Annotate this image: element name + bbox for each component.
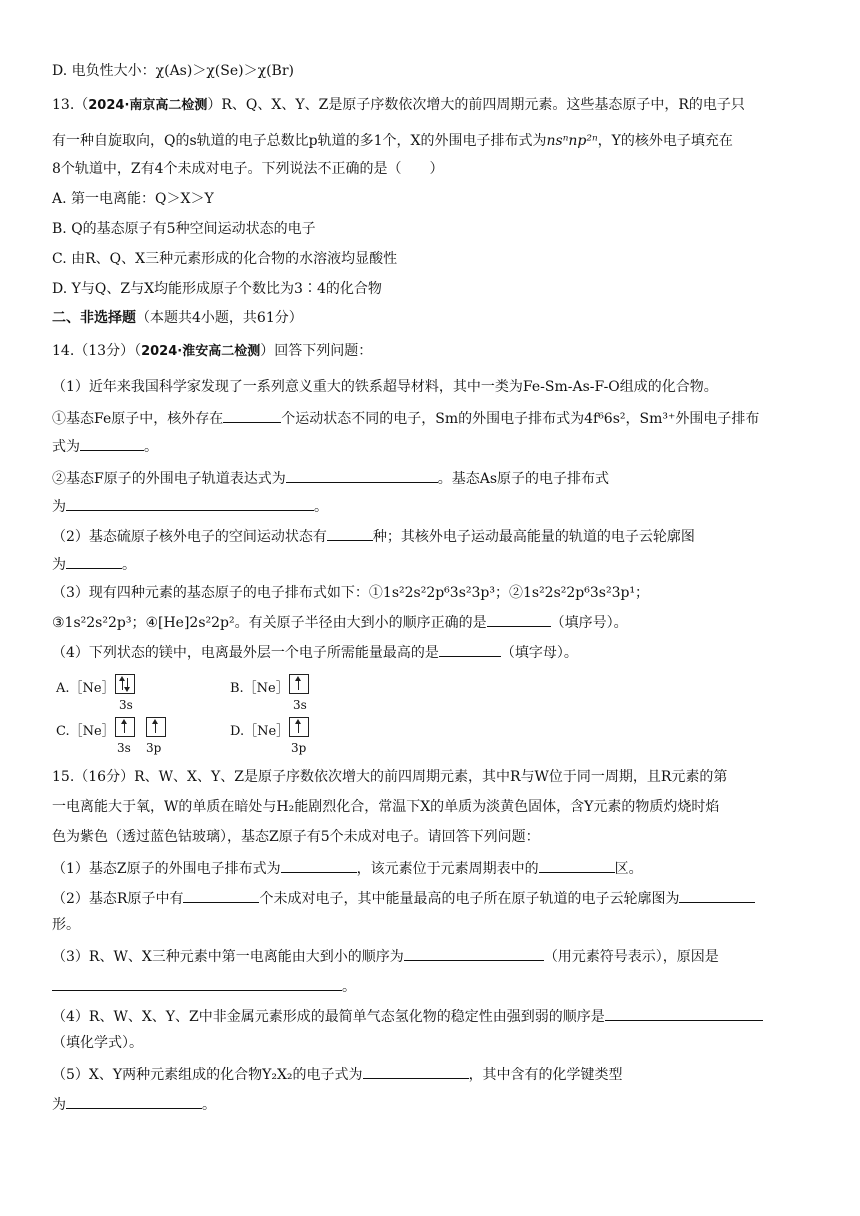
q13-stem1: ）R、Q、X、Y、Z是原子序数依次增大的前四周期元素。这些基态原子中，R的电子只 xyxy=(207,97,745,113)
q14-p2d: 。 xyxy=(122,557,136,573)
orbital-box-3p xyxy=(146,717,166,737)
q14-part1-1-cont xyxy=(52,436,158,456)
q14-p1-2c: 为 xyxy=(52,499,66,515)
option-c-label: C.［Ne］ xyxy=(56,724,115,739)
orbital-box-3s xyxy=(115,674,135,694)
option-b-label: B.［Ne］ xyxy=(230,681,289,696)
q13-option-b: B. Q的基态原子有5种空间运动状态的电子 xyxy=(52,221,316,237)
section-note: （本题共4小题，共61分） xyxy=(136,310,303,326)
q14-heading xyxy=(52,342,372,361)
q14-p1-1b: 个运动状态不同的电子，Sm的外围电子排布式为4f⁶6s²，Sm³⁺外围电子排布 xyxy=(281,411,760,427)
q13-option-d: D. Y与Q、Z与X均能形成原子个数比为3∶4的化合物 xyxy=(52,281,382,297)
q15-stem-line3: 色为紫色（透过蓝色钴玻璃），基态Z原子有5个未成对电子。请回答下列问题： xyxy=(52,829,540,845)
q14-source: 2024·淮安高二检测 xyxy=(141,344,261,359)
subshell-label: 3p xyxy=(146,741,162,755)
q14-part1-intro: （1）近年来我国科学家发现了一系列意义重大的铁系超导材料，其中一类为Fe-Sm-As-F-O组成的化合物。 xyxy=(52,379,718,395)
answer-blank[interactable] xyxy=(281,858,357,873)
answer-blank[interactable] xyxy=(327,526,373,541)
section-heading xyxy=(52,309,303,327)
q15-p3a: （3）R、W、X三种元素中第一电离能由大到小的顺序为 xyxy=(52,949,404,965)
spin-up-arrow-icon xyxy=(124,721,125,733)
q15-stem-line1: 15.（16分）R、W、X、Y、Z是原子序数依次增大的前四周期元素，其中R与W位于同一周期，且R元素的第 xyxy=(52,769,728,785)
q15-p5d: 。 xyxy=(202,1097,216,1113)
q13-option-c: C. 由R、Q、X三种元素形成的化合物的水溶液均显酸性 xyxy=(52,251,398,267)
q15-p2a: （2）基态R原子中有 xyxy=(52,891,184,907)
q13-option-a: A. 第一电离能：Q＞X＞Y xyxy=(52,191,214,207)
q13-stem2b: ，Y的核外电子填充在 xyxy=(597,133,733,149)
q14-p4b: （填字母）。 xyxy=(500,645,578,661)
spin-up-arrow-icon xyxy=(155,721,156,733)
q14-part3: （3）现有四种元素的基态原子的电子排布式如下：①1s²2s²2p⁶3s²3p³；②1s²2s²2p⁶3s²3p¹； xyxy=(52,585,650,601)
q15-p1b: ，该元素位于元素周期表中的 xyxy=(356,861,539,877)
q14-head-a: 14.（13分）（ xyxy=(52,343,142,359)
q12-option-d: D. 电负性大小：χ(As)＞χ(Se)＞χ(Br) xyxy=(52,63,294,79)
q14-p1-2a: ②基态F原子的外围电子轨道表达式为 xyxy=(52,471,286,487)
spin-up-arrow-icon xyxy=(122,678,123,690)
subshell-label: 3s xyxy=(119,698,133,712)
answer-blank[interactable] xyxy=(223,408,281,423)
subshell-label: 3s xyxy=(117,741,131,755)
answer-blank[interactable] xyxy=(439,642,501,657)
q14-part3-cont xyxy=(52,612,628,632)
q14-p3b: ③1s²2s²2p³；④[He]2s²2p²。有关原子半径由大到小的顺序正确的是 xyxy=(52,615,487,631)
spin-up-arrow-icon xyxy=(298,678,299,690)
spin-down-arrow-icon xyxy=(127,678,128,690)
q14-head-b: ）回答下列问题： xyxy=(260,343,373,359)
q13-source: 2024·南京高二检测 xyxy=(88,98,208,113)
answer-blank[interactable] xyxy=(286,468,438,483)
q14-p2b: 种；其核外电子运动最高能量的轨道的电子云轮廓图 xyxy=(372,529,695,545)
orbital-box-3s xyxy=(289,674,309,694)
answer-blank[interactable] xyxy=(679,888,755,903)
q14-part4 xyxy=(52,642,578,662)
q14-p4a: （4）下列状态的镁中，电离最外层一个电子所需能量最高的是 xyxy=(52,645,439,661)
answer-blank[interactable] xyxy=(66,1094,202,1109)
q15-part3-cont xyxy=(52,976,356,996)
q14-part2-cont xyxy=(52,554,136,574)
q15-p2b: 个未成对电子，其中能量最高的电子所在原子轨道的电子云轮廓图为 xyxy=(259,891,680,907)
q14-p3c: （填序号）。 xyxy=(550,615,628,631)
answer-blank[interactable] xyxy=(66,496,314,511)
q15-part5-cont xyxy=(52,1094,216,1114)
q13-stem-line3: 8个轨道中，Z有4个未成对电子。下列说法不正确的是（ ） xyxy=(52,161,444,177)
answer-blank[interactable] xyxy=(183,888,259,903)
q15-part4 xyxy=(52,1006,763,1026)
answer-blank[interactable] xyxy=(404,946,544,961)
q15-p5b: ，其中含有的化学键类型 xyxy=(468,1067,623,1083)
answer-blank[interactable] xyxy=(66,554,122,569)
answer-blank[interactable] xyxy=(487,612,551,627)
answer-blank[interactable] xyxy=(605,1006,763,1021)
answer-blank[interactable] xyxy=(539,858,615,873)
q14-part1-2 xyxy=(52,468,609,488)
q14-p1-1c: 式为 xyxy=(52,439,80,455)
q14-p1-2b: 。基态As原子的电子排布式 xyxy=(437,471,610,487)
q15-part5 xyxy=(52,1064,623,1084)
q14-p2c: 为 xyxy=(52,557,66,573)
q15-p3c: 。 xyxy=(342,979,356,995)
q14-p1-2d: 。 xyxy=(314,499,328,515)
q15-part4-cont: （填化学式）。 xyxy=(52,1035,143,1051)
q14-p2a: （2）基态硫原子核外电子的空间运动状态有 xyxy=(52,529,327,545)
subshell-label: 3p xyxy=(291,741,307,755)
q15-part2-cont: 形。 xyxy=(52,917,80,933)
q15-stem-line2: 一电离能大于氧，W的单质在暗处与H₂能剧烈化合，常温下X的单质为淡黄色固体，含Y元素的物质灼烧时焰 xyxy=(52,799,720,815)
q13-stem-line2 xyxy=(52,132,733,150)
subshell-label: 3s xyxy=(293,698,307,712)
section-title: 二、非选择题 xyxy=(52,310,136,326)
q15-p4a: （4）R、W、X、Y、Z中非金属元素形成的最简单气态氢化物的稳定性由强到弱的顺序是 xyxy=(52,1009,605,1025)
q13-stem-line1 xyxy=(52,96,745,115)
option-d-label: D.［Ne］ xyxy=(230,724,290,739)
q14-part1-1 xyxy=(52,408,759,428)
q13-number: 13.（ xyxy=(52,97,89,113)
answer-blank[interactable] xyxy=(80,436,144,451)
option-a-label: A.［Ne］ xyxy=(56,681,115,696)
q14-p1-1d: 。 xyxy=(144,439,158,455)
q13-config: nsⁿnp²ⁿ xyxy=(546,133,598,149)
q15-p5c: 为 xyxy=(52,1097,66,1113)
q14-part1-2-cont xyxy=(52,496,328,516)
q15-p3b: （用元素符号表示），原因是 xyxy=(543,949,719,965)
orbital-box-3p xyxy=(289,717,309,737)
orbital-box-3s xyxy=(115,717,135,737)
answer-blank[interactable] xyxy=(363,1064,469,1079)
q15-p1a: （1）基态Z原子的外围电子排布式为 xyxy=(52,861,281,877)
q15-part3 xyxy=(52,946,719,966)
q14-part2 xyxy=(52,526,695,546)
q15-part2 xyxy=(52,888,755,908)
q15-part1 xyxy=(52,858,643,878)
q15-p1c: 区。 xyxy=(614,861,643,877)
q13-stem2a: 有一种自旋取向，Q的s轨道的电子总数比p轨道的多1个，X的外围电子排布式为 xyxy=(52,133,547,149)
answer-blank[interactable] xyxy=(52,976,342,991)
spin-up-arrow-icon xyxy=(298,721,299,733)
q15-p5a: （5）X、Y两种元素组成的化合物Y₂X₂的电子式为 xyxy=(52,1067,363,1083)
q14-p1-1a: ①基态Fe原子中，核外存在 xyxy=(52,411,224,427)
